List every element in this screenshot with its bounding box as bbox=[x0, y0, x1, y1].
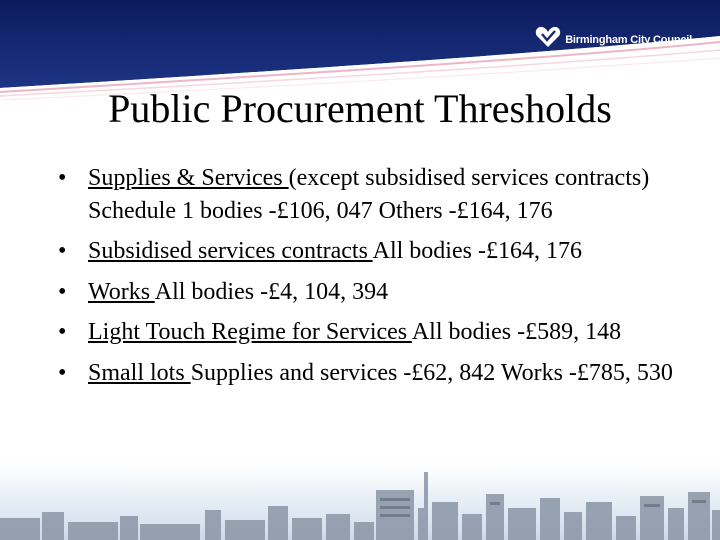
threshold-detail: All bodies -£589, 148 bbox=[411, 319, 622, 345]
city-skyline-image bbox=[0, 450, 720, 540]
threshold-category: Subsidised services contracts bbox=[88, 238, 373, 264]
slide-title: Public Procurement Thresholds bbox=[108, 86, 612, 131]
council-name: Birmingham City Council bbox=[565, 33, 692, 46]
heart-logo-icon bbox=[535, 26, 561, 53]
list-item bbox=[58, 316, 698, 349]
bullet-icon: • bbox=[58, 238, 67, 264]
bullet-icon: • bbox=[58, 319, 67, 345]
threshold-category: Light Touch Regime for Services bbox=[88, 319, 412, 345]
threshold-detail: All bodies -£4, 104, 394 bbox=[154, 278, 389, 305]
list-item bbox=[58, 162, 698, 227]
threshold-category: Supplies & Services bbox=[88, 165, 289, 191]
list-item bbox=[58, 276, 698, 309]
bullet-icon: • bbox=[58, 165, 67, 191]
threshold-detail: All bodies -£164, 176 bbox=[372, 238, 582, 264]
bullet-icon: • bbox=[58, 359, 67, 386]
bullet-icon: • bbox=[58, 278, 67, 305]
list-item bbox=[58, 235, 698, 268]
council-logo bbox=[535, 26, 692, 53]
threshold-detail: Supplies and services -£62, 842 Works -£785, 530 bbox=[190, 359, 673, 386]
threshold-category: Works bbox=[88, 278, 155, 305]
threshold-list bbox=[58, 162, 698, 397]
list-item bbox=[58, 357, 698, 390]
threshold-category: Small lots bbox=[88, 359, 191, 386]
threshold-detail: (except subsidised services contracts) Schedule 1 bodies -£106, 047 Others -£164, 176 bbox=[88, 165, 650, 224]
